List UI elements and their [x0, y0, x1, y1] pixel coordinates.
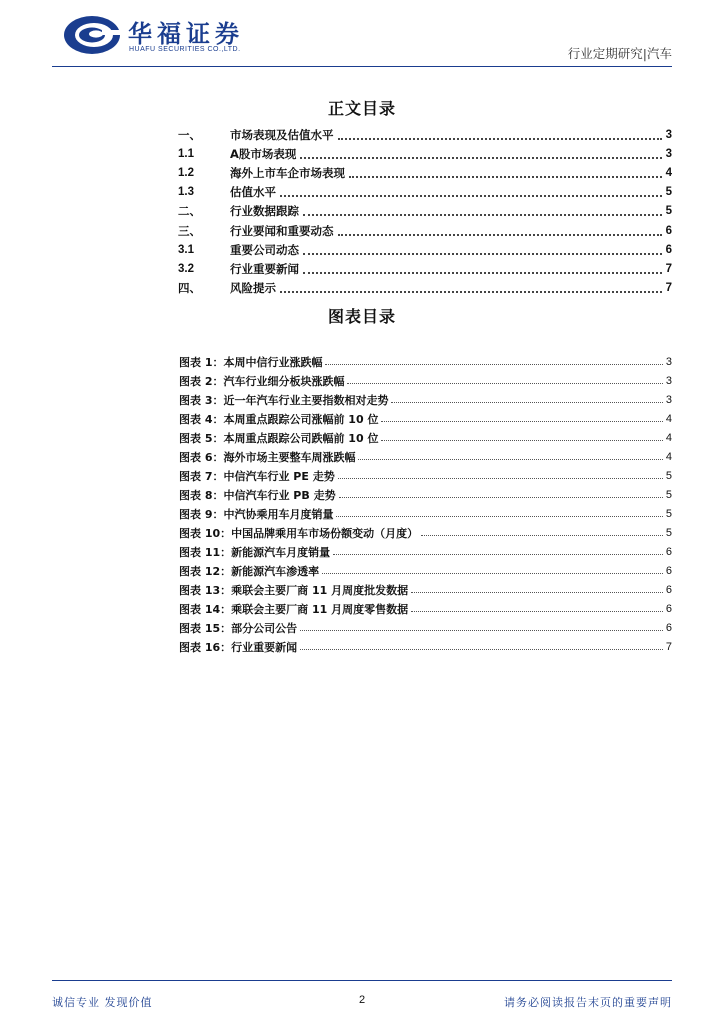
toc-dot-leader	[338, 478, 663, 479]
toc-figure-title: 图表 9：中汽协乘用车月度销量	[179, 507, 334, 521]
toc-item-page: 6	[665, 243, 672, 256]
toc-figure-item[interactable]	[179, 428, 672, 447]
toc-figure-page: 6	[665, 602, 672, 615]
toc-figure-item[interactable]	[179, 352, 672, 371]
toc-figure-title: 图表 3：近一年汽车行业主要指数相对走势	[179, 393, 389, 407]
toc-dot-leader	[411, 592, 663, 593]
toc-figure-title: 图表 1：本周中信行业涨跌幅	[179, 355, 323, 369]
toc-item-number: 一、	[178, 129, 201, 142]
toc-item-page: 3	[665, 128, 672, 141]
brand-name-en: HUAFU SECURITIES CO.,LTD.	[129, 46, 241, 53]
toc-dot-leader	[336, 516, 662, 517]
toc-item-page: 4	[665, 166, 672, 179]
huafu-logo-icon	[62, 14, 122, 56]
toc-figure-item[interactable]	[179, 523, 672, 542]
toc-dot-leader	[303, 272, 662, 274]
toc-figure-page: 5	[665, 507, 672, 520]
toc-dot-leader	[358, 459, 662, 460]
toc-figure-item[interactable]	[179, 390, 672, 409]
toc-main-item[interactable]	[178, 183, 672, 202]
toc-main-title: 正文目录	[327, 99, 396, 118]
footer-slogan: 诚信专业 发现价值	[52, 996, 153, 1009]
toc-figure-title: 图表 8：中信汽车行业 PB 走势	[179, 488, 336, 502]
toc-figure-title: 图表 6：海外市场主要整车周涨跌幅	[179, 450, 356, 464]
toc-figure-page: 3	[665, 355, 672, 368]
footer-divider	[52, 980, 672, 981]
toc-figure-title: 图表 11：新能源汽车月度销量	[179, 545, 331, 559]
toc-dot-leader	[381, 440, 662, 441]
toc-item-number: 二、	[178, 206, 201, 219]
page-header	[0, 0, 724, 70]
toc-main-item[interactable]	[178, 279, 672, 298]
footer-disclaimer: 请务必阅读报告末页的重要声明	[504, 996, 672, 1009]
toc-item-page: 5	[665, 205, 672, 218]
brand-name-cn: 华福证券	[128, 19, 244, 48]
toc-figure-page: 7	[665, 640, 672, 653]
toc-figure-page: 6	[665, 545, 672, 558]
toc-item-title: 海外上市车企市场表现	[230, 165, 345, 180]
toc-item-page: 6	[665, 224, 672, 237]
toc-figure-page: 3	[665, 374, 672, 387]
toc-figure-item[interactable]	[179, 409, 672, 428]
toc-item-number: 1.2	[178, 166, 194, 179]
toc-figure-item[interactable]	[179, 504, 672, 523]
toc-figure-item[interactable]	[179, 580, 672, 599]
toc-figure-page: 4	[665, 412, 672, 425]
toc-main-item[interactable]	[178, 163, 672, 182]
toc-figure-page: 5	[665, 488, 672, 501]
toc-dot-leader	[325, 364, 662, 365]
toc-dot-leader	[280, 195, 662, 197]
toc-figure-item[interactable]	[179, 447, 672, 466]
toc-figure-title: 图表 12：新能源汽车渗透率	[179, 564, 320, 578]
toc-dot-leader	[303, 253, 662, 255]
toc-item-title: A股市场表现	[230, 146, 297, 161]
report-type-label: 行业定期研究|汽车	[567, 46, 672, 61]
toc-figure-page: 5	[665, 469, 672, 482]
toc-figure-page: 6	[665, 564, 672, 577]
header-divider	[52, 66, 672, 67]
toc-figure-item[interactable]	[179, 371, 672, 390]
toc-dot-leader	[280, 291, 662, 293]
toc-item-number: 1.3	[178, 186, 194, 199]
toc-figure-title: 图表 5：本周重点跟踪公司跌幅前 10 位	[179, 431, 379, 445]
toc-item-page: 7	[665, 262, 672, 275]
toc-item-number: 3.1	[178, 243, 194, 256]
toc-figure-item[interactable]	[179, 561, 672, 580]
toc-figures-title: 图表目录	[327, 307, 396, 326]
toc-figure-page: 4	[665, 450, 672, 463]
toc-dot-leader	[411, 611, 663, 612]
toc-dot-leader	[300, 157, 661, 159]
toc-dot-leader	[322, 573, 663, 574]
toc-item-title: 行业重要新闻	[230, 261, 299, 276]
toc-dot-leader	[347, 383, 662, 384]
toc-main-item[interactable]	[178, 144, 672, 163]
toc-item-title: 行业数据跟踪	[230, 204, 299, 219]
toc-dot-leader	[338, 138, 662, 140]
toc-figure-item[interactable]	[179, 542, 672, 561]
toc-item-title: 重要公司动态	[230, 242, 299, 257]
toc-main-list	[178, 125, 672, 298]
toc-figure-title: 图表 7：中信汽车行业 PE 走势	[179, 469, 335, 483]
toc-figure-item[interactable]	[179, 637, 672, 656]
toc-item-page: 7	[665, 282, 672, 295]
toc-dot-leader	[339, 497, 663, 498]
toc-main-item[interactable]	[178, 202, 672, 221]
toc-figure-page: 4	[665, 431, 672, 444]
toc-dot-leader	[349, 176, 662, 178]
toc-main-item[interactable]	[178, 259, 672, 278]
page-number: 2	[358, 994, 366, 1006]
toc-figure-title: 图表 10：中国品牌乘用车市场份额变动（月度）	[179, 526, 419, 540]
toc-dot-leader	[381, 421, 662, 422]
toc-dot-leader	[421, 535, 663, 536]
toc-item-title: 市场表现及估值水平	[230, 127, 334, 142]
toc-item-number: 3.2	[178, 262, 194, 275]
toc-item-number: 1.1	[178, 147, 194, 160]
toc-main-item[interactable]	[178, 240, 672, 259]
toc-dot-leader	[300, 630, 663, 631]
toc-item-title: 行业要闻和重要动态	[230, 223, 334, 238]
toc-item-number: 三、	[178, 225, 201, 238]
toc-figures-list	[179, 352, 672, 656]
toc-figure-page: 5	[665, 526, 672, 539]
toc-item-title: 估值水平	[230, 185, 276, 200]
toc-figure-item[interactable]	[179, 466, 672, 485]
toc-item-title: 风险提示	[230, 281, 276, 296]
toc-main-item[interactable]	[178, 125, 672, 144]
toc-figure-title: 图表 2：汽车行业细分板块涨跌幅	[179, 374, 345, 388]
toc-item-page: 3	[665, 147, 672, 160]
toc-main-item[interactable]	[178, 221, 672, 240]
toc-dot-leader	[338, 234, 662, 236]
toc-figure-page: 6	[665, 583, 672, 596]
toc-figure-item[interactable]	[179, 485, 672, 504]
toc-figure-page: 3	[665, 393, 672, 406]
toc-figure-item[interactable]	[179, 599, 672, 618]
toc-figure-page: 6	[665, 621, 672, 634]
toc-figure-title: 图表 14：乘联会主要厂商 11 月周度零售数据	[179, 602, 409, 616]
toc-figure-title: 图表 15：部分公司公告	[179, 621, 298, 635]
toc-dot-leader	[333, 554, 663, 555]
toc-figure-title: 图表 16：行业重要新闻	[179, 640, 298, 654]
toc-figure-title: 图表 13：乘联会主要厂商 11 月周度批发数据	[179, 583, 409, 597]
toc-dot-leader	[391, 402, 662, 403]
toc-figure-item[interactable]	[179, 618, 672, 637]
toc-item-page: 5	[665, 186, 672, 199]
toc-item-number: 四、	[178, 283, 201, 296]
toc-dot-leader	[303, 214, 662, 216]
toc-dot-leader	[300, 649, 663, 650]
toc-figure-title: 图表 4：本周重点跟踪公司涨幅前 10 位	[179, 412, 379, 426]
